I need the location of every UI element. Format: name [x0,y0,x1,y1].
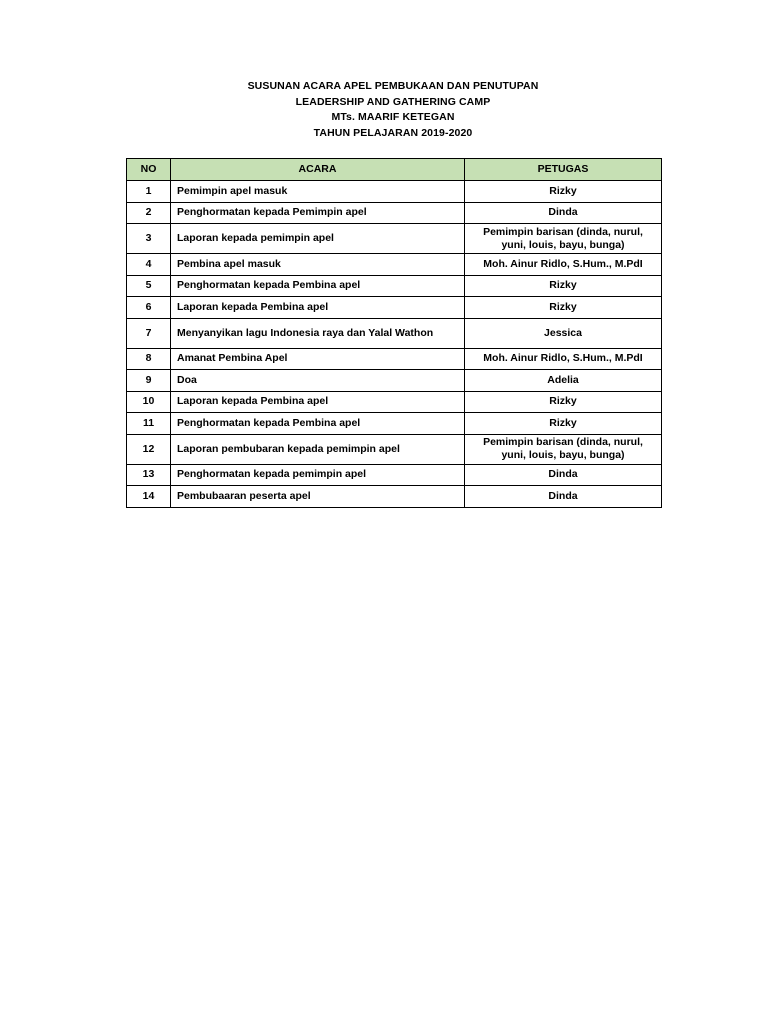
cell-acara: Penghormatan kepada Pembina apel [171,275,465,297]
header-petugas: PETUGAS [465,159,662,181]
cell-no: 9 [127,370,171,392]
cell-acara: Pembina apel masuk [171,254,465,276]
table-header-row [127,159,662,181]
cell-no: 3 [127,224,171,254]
cell-petugas: Dinda [465,202,662,224]
header-no: NO [127,159,171,181]
cell-no: 12 [127,434,171,464]
cell-acara: Penghormatan kepada Pembina apel [171,413,465,435]
table-row [127,202,662,224]
cell-petugas: Jessica [465,318,662,348]
table-row [127,370,662,392]
title-line-2: LEADERSHIP AND GATHERING CAMP [295,95,491,108]
cell-no: 5 [127,275,171,297]
cell-acara: Menyanyikan lagu Indonesia raya dan Yalal Wathon [171,318,465,348]
cell-petugas: Pemimpin barisan (dinda, nurul, yuni, louis, bayu, bunga) [465,434,662,464]
cell-no: 4 [127,254,171,276]
table-row [127,486,662,508]
cell-petugas: Rizky [465,275,662,297]
cell-acara: Pembubaaran peserta apel [171,486,465,508]
cell-acara: Amanat Pembina Apel [171,348,465,370]
cell-acara: Penghormatan kepada pemimpin apel [171,464,465,486]
cell-no: 2 [127,202,171,224]
cell-no: 1 [127,181,171,203]
cell-petugas: Pemimpin barisan (dinda, nurul, yuni, louis, bayu, bunga) [465,224,662,254]
title-line-1: SUSUNAN ACARA APEL PEMBUKAAN DAN PENUTUPAN [247,80,539,92]
table-row [127,318,662,348]
table-row [127,297,662,319]
cell-no: 7 [127,318,171,348]
cell-petugas: Rizky [465,297,662,319]
cell-no: 10 [127,391,171,413]
header-acara: ACARA [171,159,465,181]
title-line-4: TAHUN PELAJARAN 2019-2020 [313,126,473,139]
cell-no: 11 [127,413,171,435]
table-row [127,254,662,276]
table-row [127,181,662,203]
cell-petugas: Adelia [465,370,662,392]
table-row [127,391,662,413]
cell-no: 14 [127,486,171,508]
cell-petugas: Moh. Ainur Ridlo, S.Hum., M.PdI [465,348,662,370]
cell-petugas: Dinda [465,486,662,508]
table-row [127,224,662,254]
cell-acara: Laporan pembubaran kepada pemimpin apel [171,434,465,464]
title-line-3: MTs. MAARIF KETEGAN [331,111,455,123]
document-title [0,79,768,141]
cell-acara: Laporan kepada Pembina apel [171,391,465,413]
cell-no: 6 [127,297,171,319]
table-row [127,413,662,435]
cell-petugas: Moh. Ainur Ridlo, S.Hum., M.PdI [465,254,662,276]
cell-acara: Pemimpin apel masuk [171,181,465,203]
schedule-table [126,158,662,508]
table-row [127,275,662,297]
table-row [127,464,662,486]
cell-acara: Doa [171,370,465,392]
cell-petugas: Dinda [465,464,662,486]
table-row [127,348,662,370]
table-row [127,434,662,464]
cell-acara: Penghormatan kepada Pemimpin apel [171,202,465,224]
cell-acara: Laporan kepada Pembina apel [171,297,465,319]
cell-petugas: Rizky [465,181,662,203]
cell-petugas: Rizky [465,391,662,413]
cell-petugas: Rizky [465,413,662,435]
cell-no: 8 [127,348,171,370]
cell-acara: Laporan kepada pemimpin apel [171,224,465,254]
cell-no: 13 [127,464,171,486]
